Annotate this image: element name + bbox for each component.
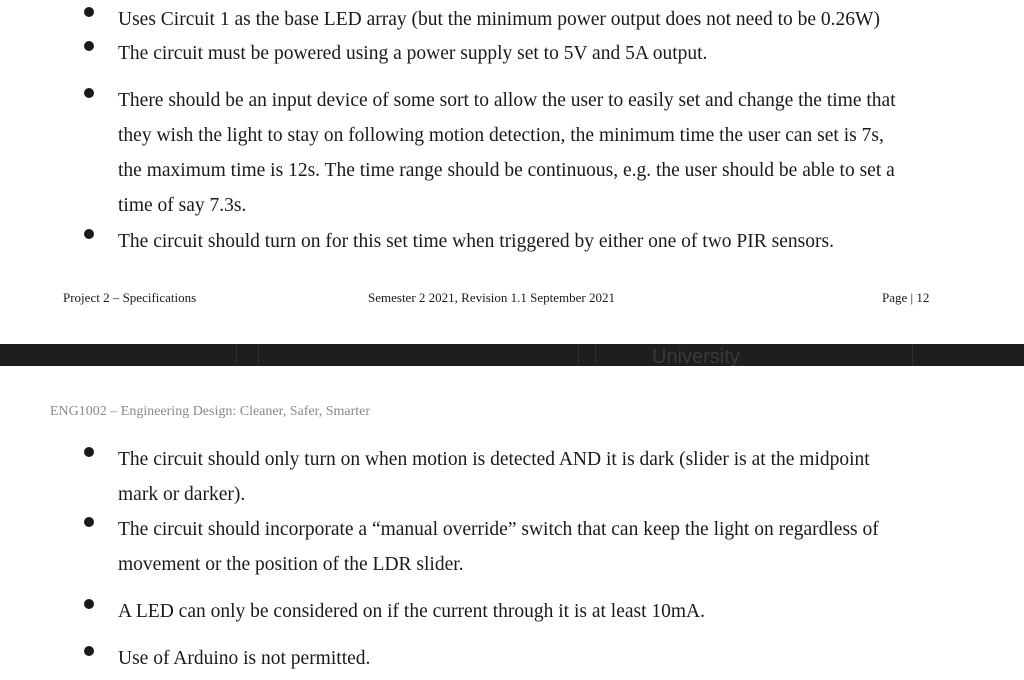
bullet-text: The circuit must be powered using a power supply set to 5V and 5A output. — [118, 43, 708, 64]
bullet-dot-icon — [84, 7, 94, 17]
page-header: ENG1002 – Engineering Design: Cleaner, Safer, Smarter — [50, 404, 371, 419]
bullet-text: There should be an input device of some sort to allow the user to easily set and change the time that they wish the light to stay on following motion detection, the minimum time the user can set is 7s, the maximum time is 12s. The time range should be continuous, e.g. the user should be able to set a time of say 7.3s. — [118, 90, 896, 216]
document-page-13 — [0, 366, 1024, 680]
footer-page-number: Page | 12 — [882, 290, 930, 305]
bullet-text: The circuit should incorporate a “manual override” switch that can keep the light on regardless of movement or the position of the LDR slider. — [118, 519, 879, 575]
bullet-dot-icon — [84, 41, 94, 51]
bullet-text: The circuit should turn on for this set time when triggered by either one of two PIR sensors. — [118, 231, 834, 252]
page-gap — [0, 344, 1024, 366]
bullet-text: Uses Circuit 1 as the base LED array (but the minimum power output does not need to be 0.26W) — [118, 9, 880, 30]
bullet-dot-icon — [84, 599, 94, 609]
footer-left: Project 2 – Specifications — [63, 290, 197, 305]
watermark-text: University — [652, 346, 740, 366]
bullet-dot-icon — [84, 646, 94, 656]
footer-center: Semester 2 2021, Revision 1.1 September 2021 — [368, 290, 615, 305]
bullet-dot-icon — [84, 229, 94, 239]
bullet-dot-icon — [84, 88, 94, 98]
bullet-text: Use of Arduino is not permitted. — [118, 648, 371, 669]
bullet-text: A LED can only be considered on if the current through it is at least 10mA. — [118, 601, 706, 622]
bullet-text: The circuit should only turn on when motion is detected AND it is dark (slider is at the midpoint mark or darker). — [118, 449, 870, 505]
bullet-dot-icon — [84, 447, 94, 457]
bullet-dot-icon — [84, 517, 94, 527]
